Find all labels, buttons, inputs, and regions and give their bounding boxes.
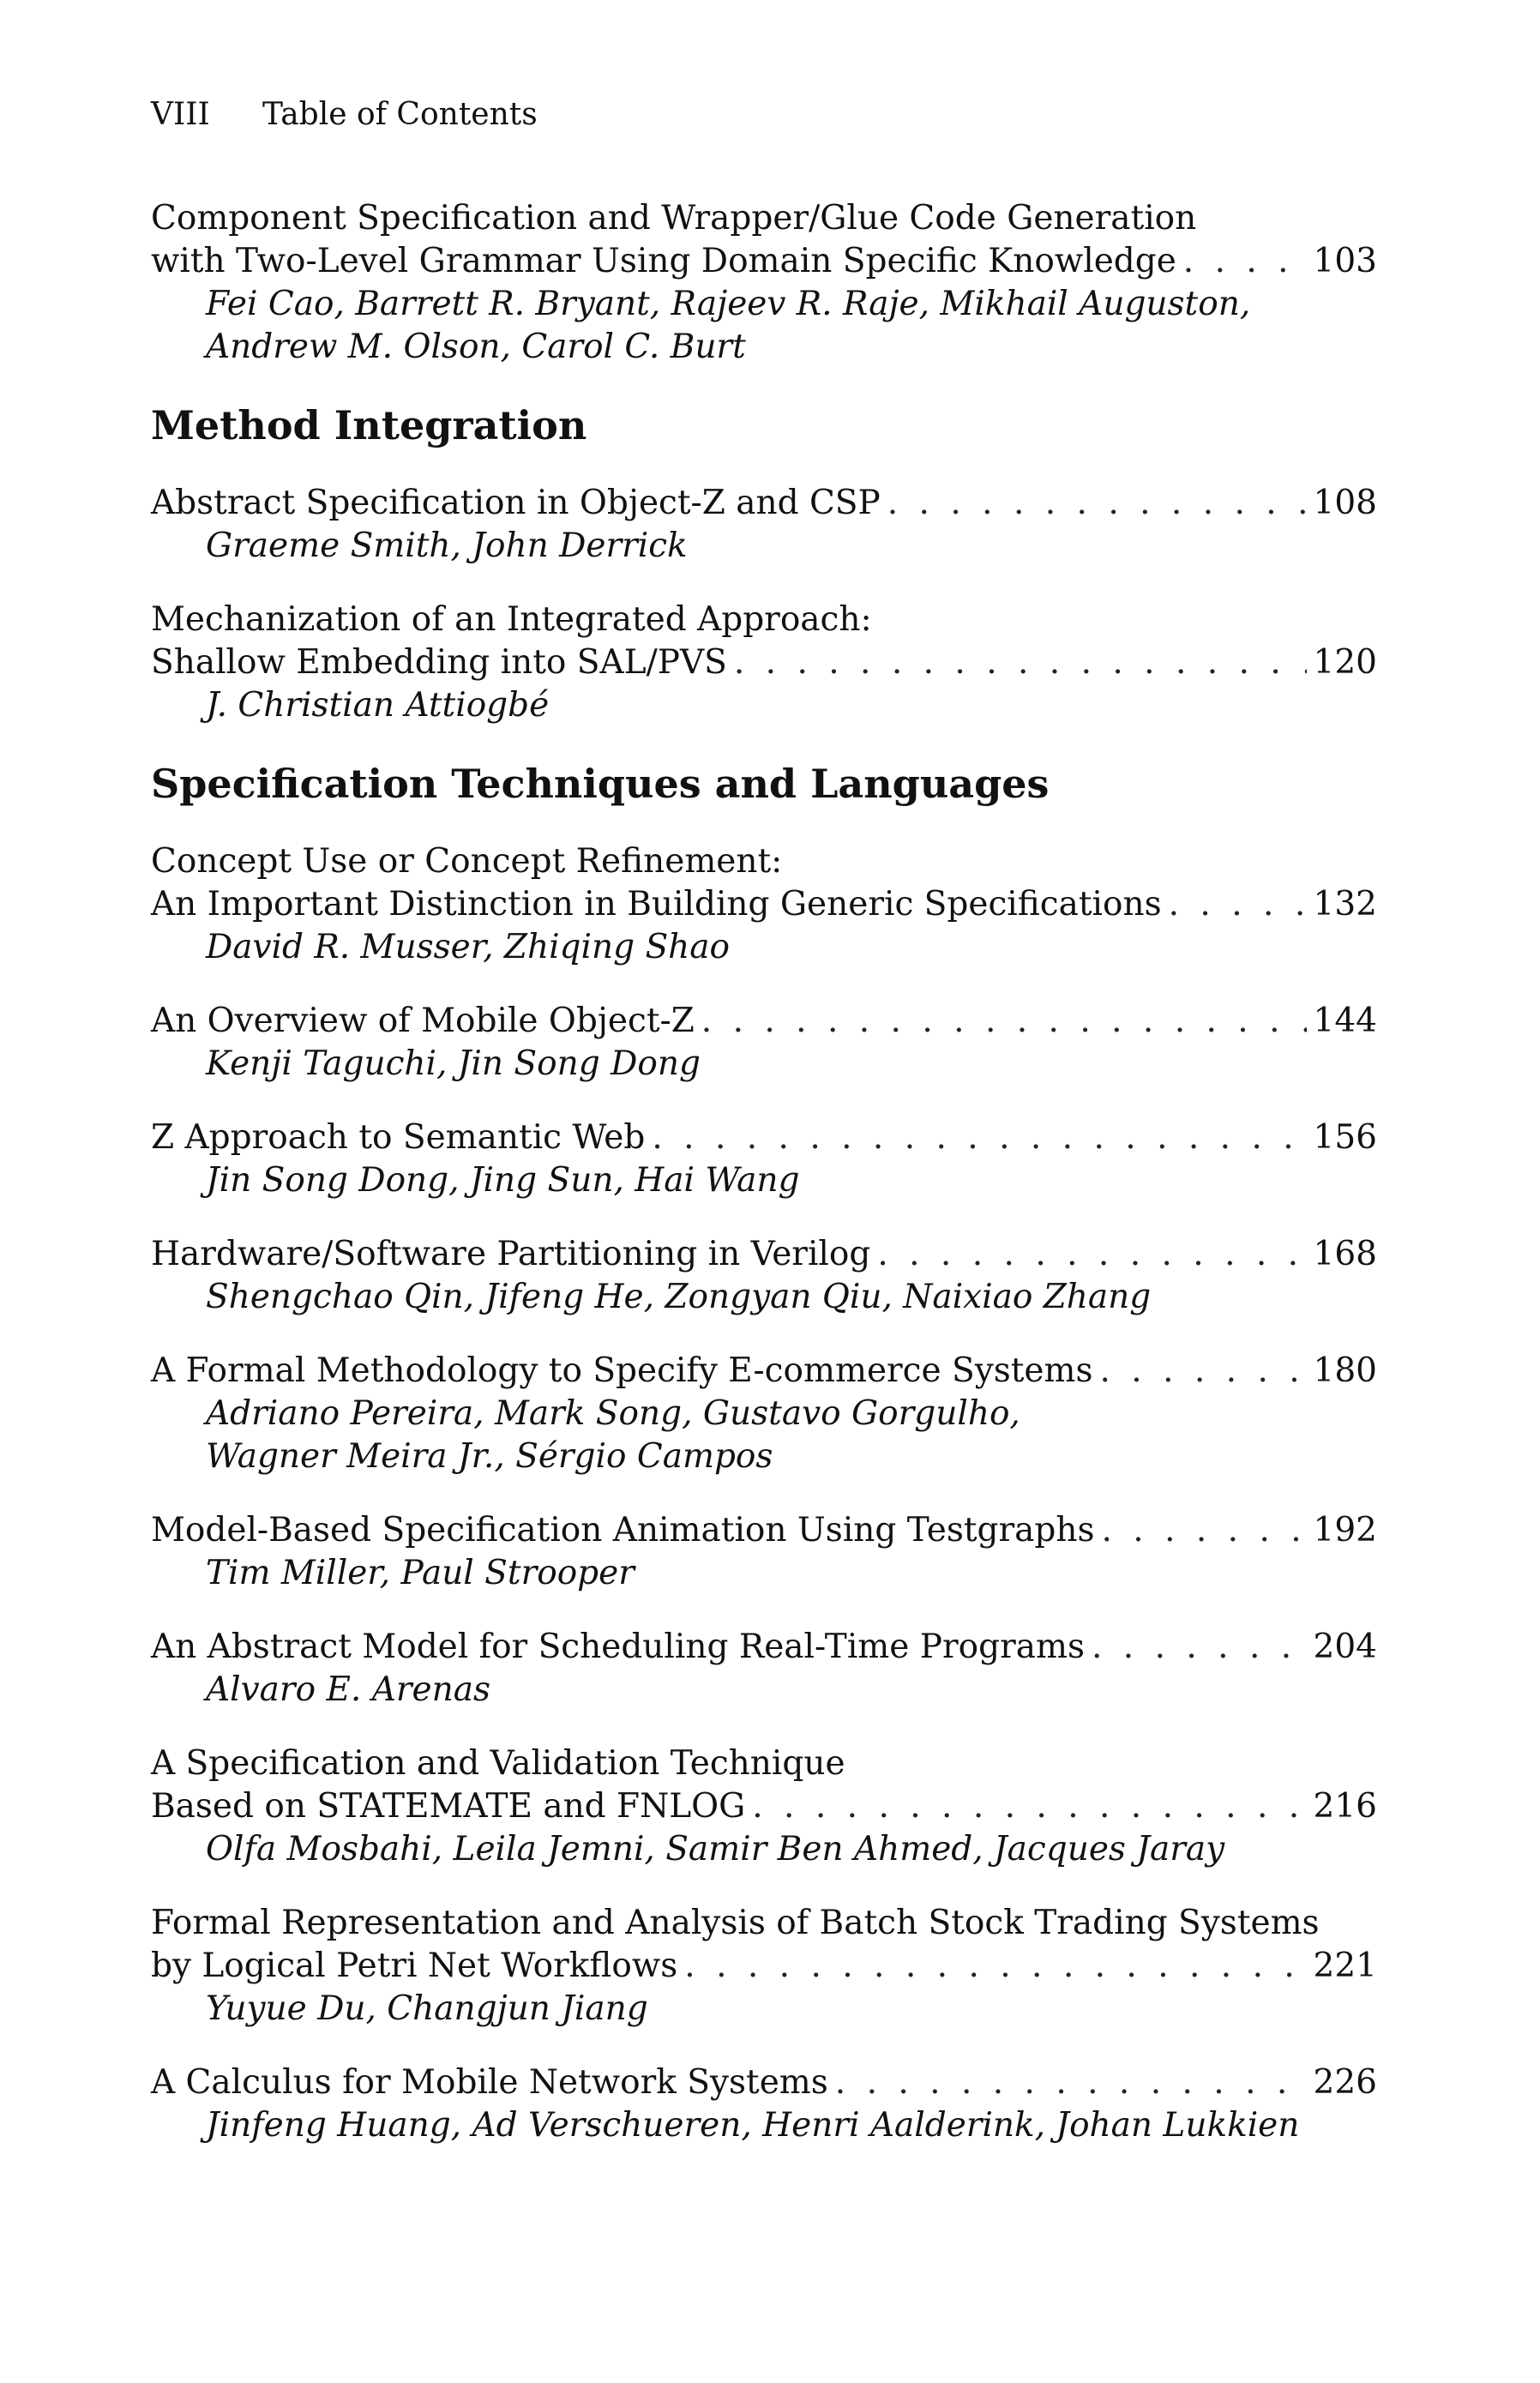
entry-page-number: 156 [1313, 1118, 1377, 1157]
dot-leader [684, 1945, 1306, 1988]
entry-authors: J. Christian Attiogbé [206, 686, 550, 725]
toc-entry[interactable] [151, 1626, 1377, 1712]
entry-authors: Olfa Mosbahi, Leila Jemni, Samir Ben Ahmed, Jacques Jaray [206, 1830, 1225, 1868]
toc-body [151, 197, 1377, 2147]
entry-authors: Fei Cao, Barrett R. Bryant, Rajeev R. Raje, Mikhail Auguston, [206, 285, 1251, 323]
dot-leader [652, 1116, 1306, 1159]
dot-leader [1183, 240, 1307, 283]
entry-title-line [151, 1116, 1377, 1159]
entry-page-number: 180 [1313, 1351, 1377, 1390]
entry-title-text: Mechanization of an Integrated Approach: [151, 600, 872, 639]
entry-title-line [151, 1233, 1377, 1276]
entry-title-text: Concept Use or Concept Refinement: [151, 842, 783, 881]
toc-page [151, 94, 1377, 2178]
entry-title-text: Shallow Embedding into SAL/PVS [151, 643, 727, 682]
section-heading: Method Integration [151, 402, 587, 448]
entry-authors: Jin Song Dong, Jing Sun, Hai Wang [206, 1161, 800, 1200]
entry-title-text: by Logical Petri Net Workflows [151, 1947, 678, 1985]
entry-authors: Shengchao Qin, Jifeng He, Zongyan Qiu, Naixiao Zhang [206, 1278, 1152, 1316]
entry-authors: Andrew M. Olson, Carol C. Burt [206, 328, 746, 366]
entry-title-line [151, 482, 1377, 525]
entry-title-line [151, 197, 1377, 240]
entry-title-line [151, 1000, 1377, 1043]
toc-entry[interactable] [151, 599, 1377, 727]
entry-title-text: A Formal Methodology to Specify E-commerce Systems [151, 1351, 1093, 1390]
entry-title-text: Based on STATEMATE and FNLOG [151, 1787, 746, 1826]
dot-leader [1169, 883, 1307, 926]
entry-page-number: 120 [1313, 643, 1377, 682]
entry-page-number: 226 [1313, 2063, 1377, 2102]
entry-authors: Yuyue Du, Changjun Jiang [206, 1989, 648, 2028]
dot-leader [734, 641, 1307, 684]
entry-title-text: An Abstract Model for Scheduling Real-Time Programs [151, 1628, 1085, 1666]
running-head [151, 94, 1377, 146]
section-heading: Specification Techniques and Languages [151, 761, 1050, 807]
entry-title-text: Model-Based Specification Animation Using Testgraphs [151, 1511, 1095, 1550]
toc-entry[interactable] [151, 1509, 1377, 1595]
entry-title-text: An Important Distinction in Building Generic Specifications [151, 885, 1162, 924]
entry-page-number: 216 [1313, 1787, 1377, 1826]
entry-title-line [151, 1626, 1377, 1669]
entry-title-line [151, 1350, 1377, 1393]
entry-page-number: 192 [1313, 1511, 1377, 1550]
toc-entry[interactable] [151, 482, 1377, 568]
entry-authors: Graeme Smith, John Derrick [206, 527, 688, 565]
toc-entry[interactable] [151, 840, 1377, 969]
toc-entry[interactable] [151, 1902, 1377, 2031]
entry-title-line [151, 1509, 1377, 1552]
entry-page-number: 144 [1313, 1002, 1377, 1040]
entry-page-number: 108 [1313, 484, 1377, 522]
toc-entry[interactable] [151, 1350, 1377, 1478]
dot-leader [1092, 1626, 1307, 1669]
entry-authors: Adriano Pereira, Mark Song, Gustavo Gorgulho, [206, 1394, 1020, 1433]
dot-leader [877, 1233, 1306, 1276]
entry-authors: Alvaro E. Arenas [206, 1670, 490, 1709]
dot-leader [1101, 1509, 1306, 1552]
entry-page-number: 168 [1313, 1235, 1377, 1273]
entry-authors: Wagner Meira Jr., Sérgio Campos [206, 1437, 773, 1476]
entry-title-text: Hardware/Software Partitioning in Verilog [151, 1235, 871, 1273]
entry-authors: David R. Musser, Zhiqing Shao [206, 928, 731, 966]
dot-leader [887, 482, 1307, 525]
entry-title-line [151, 1785, 1377, 1828]
dot-leader [752, 1785, 1306, 1828]
entry-title-line [151, 641, 1377, 684]
entry-title-line [151, 2061, 1377, 2104]
entry-authors: Jinfeng Huang, Ad Verschueren, Henri Aalderink, Johan Lukkien [206, 2106, 1300, 2145]
entry-page-number: 103 [1313, 242, 1377, 280]
entry-title-line [151, 883, 1377, 926]
toc-entry[interactable] [151, 197, 1377, 369]
entry-title-text: Formal Representation and Analysis of Batch Stock Trading Systems [151, 1904, 1320, 1942]
entry-page-number: 204 [1313, 1628, 1377, 1666]
entry-authors: Tim Miller, Paul Strooper [206, 1554, 635, 1592]
running-title: Table of Contents [262, 97, 538, 132]
entry-title-line [151, 1945, 1377, 1988]
entry-page-number: 221 [1313, 1947, 1377, 1985]
entry-title-line [151, 599, 1377, 641]
entry-title-line [151, 1902, 1377, 1945]
entry-title-text: with Two-Level Grammar Using Domain Specific Knowledge [151, 242, 1176, 280]
page-folio: VIII [151, 97, 210, 132]
entry-title-text: Z Approach to Semantic Web [151, 1118, 646, 1157]
entry-title-line [151, 1742, 1377, 1785]
toc-entry[interactable] [151, 1233, 1377, 1319]
toc-entry[interactable] [151, 2061, 1377, 2147]
toc-entry[interactable] [151, 1116, 1377, 1202]
entry-title-line [151, 240, 1377, 283]
entry-title-line [151, 840, 1377, 883]
toc-entry[interactable] [151, 1000, 1377, 1086]
entry-title-text: A Calculus for Mobile Network Systems [151, 2063, 828, 2102]
entry-title-text: An Overview of Mobile Object-Z [151, 1002, 695, 1040]
entry-title-text: Component Specification and Wrapper/Glue Code Generation [151, 199, 1197, 238]
dot-leader [1100, 1350, 1307, 1393]
entry-page-number: 132 [1313, 885, 1377, 924]
entry-title-text: Abstract Specification in Object-Z and CSP [151, 484, 881, 522]
entry-authors: Kenji Taguchi, Jin Song Dong [206, 1044, 701, 1083]
entry-title-text: A Specification and Validation Technique [151, 1744, 845, 1783]
dot-leader [835, 2061, 1307, 2104]
toc-entry[interactable] [151, 1742, 1377, 1871]
dot-leader [701, 1000, 1307, 1043]
